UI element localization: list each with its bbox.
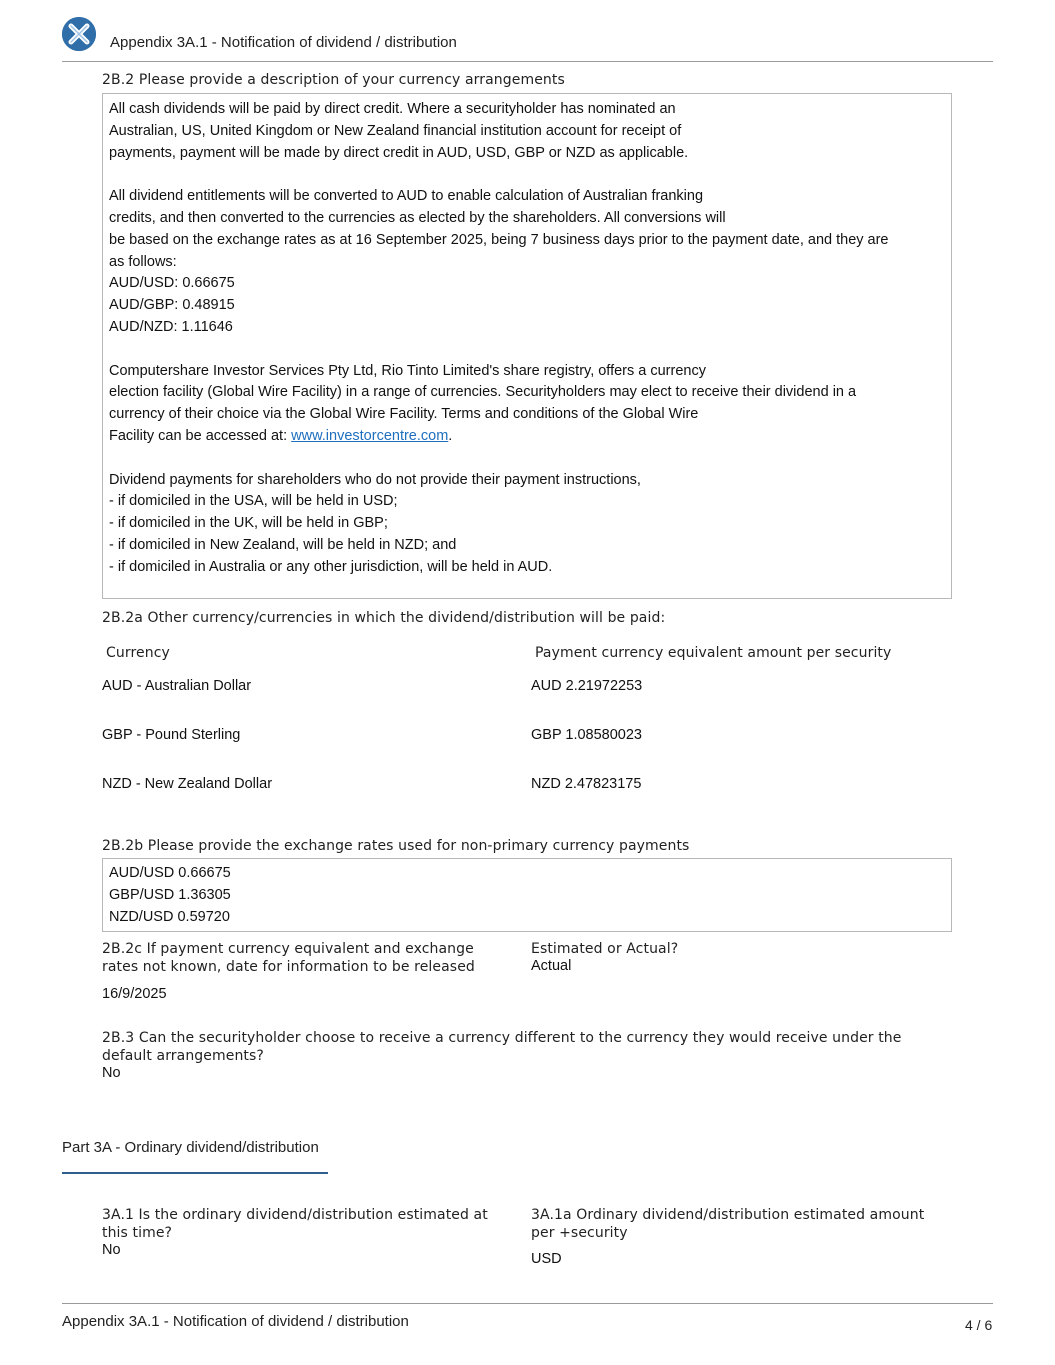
question-2b2c-label-line1: 2B.2c If payment currency equivalent and exchange bbox=[102, 941, 474, 957]
header-title: Appendix 3A.1 - Notification of dividend / distribution bbox=[110, 34, 457, 51]
amount-cell: NZD 2.47823175 bbox=[531, 776, 642, 792]
facility-line bbox=[109, 426, 951, 448]
text-line: as follows: bbox=[109, 253, 177, 270]
column-header-amount: Payment currency equivalent amount per security bbox=[535, 645, 892, 661]
text-line: election facility (Global Wire Facility) in a range of currencies. Securityholders may elect to receive their dividend in a bbox=[109, 384, 857, 401]
text-line: All cash dividends will be paid by direct credit. Where a securityholder has nominated an bbox=[109, 101, 676, 117]
estimated-or-actual-value: Actual bbox=[531, 958, 572, 974]
header-divider bbox=[62, 61, 993, 62]
text-line: be based on the exchange rates as at 16 September 2025, being 7 business days prior to the payment date, and they are bbox=[109, 231, 889, 248]
currency-cell: GBP - Pound Sterling bbox=[102, 727, 241, 743]
currency-cell: AUD - Australian Dollar bbox=[102, 678, 252, 694]
facility-suffix: . bbox=[448, 427, 453, 444]
investorcentre-link[interactable]: www.investorcentre.com bbox=[291, 427, 449, 444]
text-line: Australian, US, United Kingdom or New Zealand financial institution account for receipt of bbox=[109, 122, 682, 139]
text-line: All dividend entitlements will be converted to AUD to enable calculation of Australian franking bbox=[109, 188, 704, 205]
question-3a1-value: No bbox=[102, 1242, 121, 1258]
question-2b3-label-line2: default arrangements? bbox=[102, 1048, 264, 1064]
exchange-rates-box bbox=[102, 858, 952, 932]
amount-cell: GBP 1.08580023 bbox=[531, 727, 642, 743]
estimated-or-actual-label: Estimated or Actual? bbox=[531, 941, 679, 957]
question-3a1-label-line1: 3A.1 Is the ordinary dividend/distribution estimated at bbox=[102, 1207, 488, 1223]
page-number: 4 / 6 bbox=[965, 1317, 993, 1333]
currency-arrangements-box bbox=[102, 93, 952, 599]
amount-cell: AUD 2.21972253 bbox=[531, 678, 643, 694]
asx-logo-icon bbox=[62, 17, 96, 51]
question-2b2b-label: 2B.2b Please provide the exchange rates used for non-primary currency payments bbox=[102, 838, 690, 854]
question-3a1a-value: USD bbox=[531, 1251, 562, 1267]
text-line: Computershare Investor Services Pty Ltd, Rio Tinto Limited's share registry, offers a currency bbox=[109, 362, 706, 379]
exchange-rate-line: GBP/USD 1.36305 bbox=[109, 886, 231, 903]
text-line: - if domiciled in New Zealand, will be held in NZD; and bbox=[109, 536, 457, 553]
question-2b2-label: 2B.2 Please provide a description of your currency arrangements bbox=[102, 72, 565, 88]
text-line: - if domiciled in Australia or any other jurisdiction, will be held in AUD. bbox=[109, 558, 553, 575]
release-date-value: 16/9/2025 bbox=[102, 986, 167, 1002]
currency-cell: NZD - New Zealand Dollar bbox=[102, 776, 273, 792]
part-3a-title: Part 3A - Ordinary dividend/distribution bbox=[62, 1139, 319, 1156]
part-3a-underline bbox=[62, 1172, 328, 1174]
question-2b3-value: No bbox=[102, 1065, 121, 1081]
text-line: AUD/USD: 0.66675 bbox=[109, 275, 235, 292]
text-line: - if domiciled in the UK, will be held in GBP; bbox=[109, 515, 388, 532]
question-3a1a-label-line2: per +security bbox=[531, 1225, 628, 1241]
text-line: Dividend payments for shareholders who do not provide their payment instructions, bbox=[109, 471, 641, 488]
facility-prefix: Facility can be accessed at: bbox=[109, 427, 292, 444]
question-2b3-label-line1: 2B.3 Can the securityholder choose to receive a currency different to the currency they would receive under the bbox=[102, 1030, 902, 1046]
column-header-currency: Currency bbox=[106, 645, 170, 661]
exchange-rate-line: NZD/USD 0.59720 bbox=[109, 908, 230, 925]
question-3a1-label-line2: this time? bbox=[102, 1225, 173, 1241]
text-line: AUD/GBP: 0.48915 bbox=[109, 297, 235, 314]
text-line: credits, and then converted to the currencies as elected by the shareholders. All conversions will bbox=[109, 209, 726, 226]
question-2b2c-label-line2: rates not known, date for information to be released bbox=[102, 959, 475, 975]
question-3a1a-label-line1: 3A.1a Ordinary dividend/distribution estimated amount bbox=[531, 1207, 925, 1223]
text-line: currency of their choice via the Global Wire Facility. Terms and conditions of the Global Wire bbox=[109, 406, 699, 423]
text-line: AUD/NZD: 1.11646 bbox=[109, 318, 233, 335]
footer-divider bbox=[62, 1303, 993, 1304]
exchange-rate-line: AUD/USD 0.66675 bbox=[109, 865, 231, 881]
text-line: payments, payment will be made by direct credit in AUD, USD, GBP or NZD as applicable. bbox=[109, 144, 689, 161]
footer-title: Appendix 3A.1 - Notification of dividend / distribution bbox=[62, 1313, 409, 1330]
question-2b2a-label: 2B.2a Other currency/currencies in which the dividend/distribution will be paid: bbox=[102, 610, 666, 626]
text-line: - if domiciled in the USA, will be held in USD; bbox=[109, 493, 398, 510]
